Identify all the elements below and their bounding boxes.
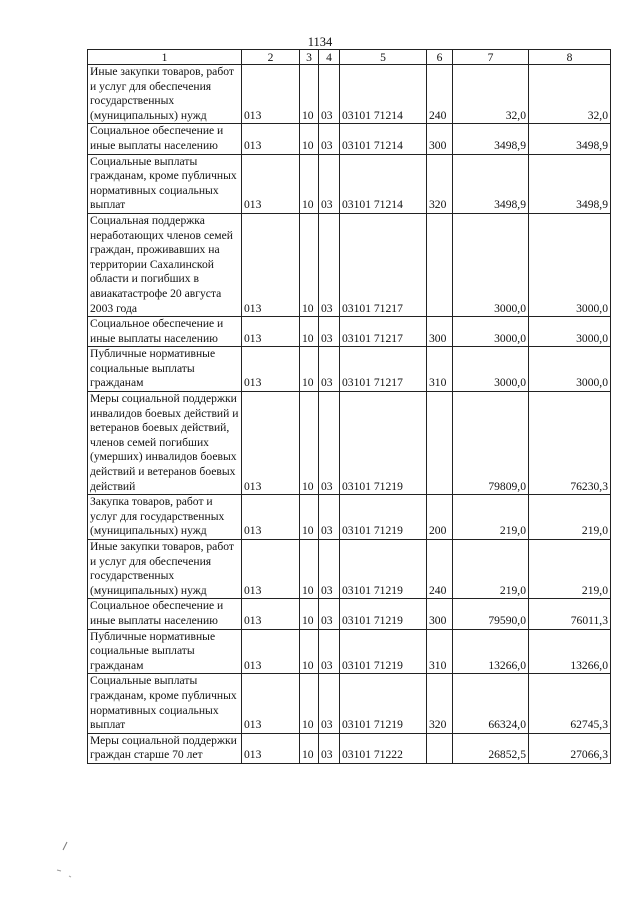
header-cell: 5 bbox=[340, 50, 427, 65]
row-value-cell: 3000,0 bbox=[529, 347, 611, 392]
row-value-cell: 03101 71219 bbox=[340, 392, 427, 495]
row-value-cell: 03 bbox=[319, 347, 340, 392]
row-value-cell: 013 bbox=[242, 65, 300, 124]
row-value-cell: 03101 71222 bbox=[340, 733, 427, 763]
row-value-cell: 03101 71217 bbox=[340, 347, 427, 392]
row-value-cell: 10 bbox=[300, 392, 319, 495]
table-row bbox=[88, 495, 611, 540]
row-value-cell: 76011,3 bbox=[529, 599, 611, 629]
row-value-cell: 03101 71219 bbox=[340, 495, 427, 540]
table-row bbox=[88, 317, 611, 347]
row-value-cell: 3498,9 bbox=[529, 124, 611, 154]
row-value-cell: 310 bbox=[427, 629, 453, 674]
table-row bbox=[88, 392, 611, 495]
row-value-cell: 013 bbox=[242, 154, 300, 213]
row-value-cell bbox=[427, 213, 453, 316]
row-name-cell: Меры социальной поддержки граждан старше 70 лет bbox=[88, 733, 242, 763]
row-name-cell: Социальные выплаты гражданам, кроме публичных нормативных социальных выплат bbox=[88, 674, 242, 733]
row-value-cell: 013 bbox=[242, 674, 300, 733]
row-value-cell: 03 bbox=[319, 495, 340, 540]
row-value-cell: 013 bbox=[242, 495, 300, 540]
row-value-cell: 03 bbox=[319, 629, 340, 674]
row-value-cell: 10 bbox=[300, 213, 319, 316]
row-value-cell: 32,0 bbox=[529, 65, 611, 124]
table-row bbox=[88, 674, 611, 733]
row-value-cell: 300 bbox=[427, 317, 453, 347]
row-value-cell: 013 bbox=[242, 599, 300, 629]
row-name-cell: Публичные нормативные социальные выплаты гражданам bbox=[88, 347, 242, 392]
table-row bbox=[88, 599, 611, 629]
header-cell: 3 bbox=[300, 50, 319, 65]
row-name-cell: Социальное обеспечение и иные выплаты населению bbox=[88, 124, 242, 154]
row-value-cell: 66324,0 bbox=[453, 674, 529, 733]
row-value-cell: 013 bbox=[242, 733, 300, 763]
scan-artifact bbox=[55, 840, 85, 880]
budget-table bbox=[87, 49, 611, 764]
table-row bbox=[88, 213, 611, 316]
row-value-cell: 320 bbox=[427, 154, 453, 213]
row-value-cell: 03 bbox=[319, 733, 340, 763]
row-value-cell: 219,0 bbox=[453, 495, 529, 540]
row-value-cell: 300 bbox=[427, 124, 453, 154]
row-value-cell: 03 bbox=[319, 213, 340, 316]
row-value-cell: 3498,9 bbox=[453, 154, 529, 213]
row-value-cell: 76230,3 bbox=[529, 392, 611, 495]
row-value-cell: 13266,0 bbox=[529, 629, 611, 674]
row-value-cell: 03101 71214 bbox=[340, 124, 427, 154]
row-value-cell: 310 bbox=[427, 347, 453, 392]
row-value-cell: 62745,3 bbox=[529, 674, 611, 733]
row-value-cell: 3000,0 bbox=[453, 347, 529, 392]
table-row bbox=[88, 124, 611, 154]
table-row bbox=[88, 629, 611, 674]
row-value-cell: 03101 71217 bbox=[340, 317, 427, 347]
row-value-cell: 3000,0 bbox=[453, 213, 529, 316]
row-value-cell: 10 bbox=[300, 540, 319, 599]
row-value-cell: 219,0 bbox=[529, 540, 611, 599]
header-row bbox=[88, 50, 611, 65]
row-value-cell: 03 bbox=[319, 154, 340, 213]
header-cell: 6 bbox=[427, 50, 453, 65]
header-cell: 4 bbox=[319, 50, 340, 65]
table-row bbox=[88, 65, 611, 124]
table-row bbox=[88, 347, 611, 392]
row-name-cell: Социальное обеспечение и иные выплаты населению bbox=[88, 317, 242, 347]
header-cell: 7 bbox=[453, 50, 529, 65]
row-name-cell: Меры социальной поддержки инвалидов боевых действий и ветеранов боевых действий, членов семей погибших (умерших) инвалидов боевых действий и ветеранов боевых действий bbox=[88, 392, 242, 495]
row-name-cell: Закупка товаров, работ и услуг для государственных (муниципальных) нужд bbox=[88, 495, 242, 540]
row-name-cell: Социальное обеспечение и иные выплаты населению bbox=[88, 599, 242, 629]
row-value-cell: 10 bbox=[300, 733, 319, 763]
row-value-cell: 10 bbox=[300, 629, 319, 674]
row-value-cell: 240 bbox=[427, 540, 453, 599]
row-name-cell: Иные закупки товаров, работ и услуг для обеспечения государственных (муниципальных) нужд bbox=[88, 540, 242, 599]
row-value-cell: 013 bbox=[242, 347, 300, 392]
row-value-cell: 03 bbox=[319, 599, 340, 629]
table-row bbox=[88, 154, 611, 213]
row-value-cell: 03101 71219 bbox=[340, 599, 427, 629]
row-value-cell: 32,0 bbox=[453, 65, 529, 124]
row-value-cell: 03 bbox=[319, 392, 340, 495]
row-name-cell: Социальные выплаты гражданам, кроме публичных нормативных социальных выплат bbox=[88, 154, 242, 213]
row-value-cell: 10 bbox=[300, 65, 319, 124]
row-value-cell: 13266,0 bbox=[453, 629, 529, 674]
row-value-cell: 03101 71219 bbox=[340, 674, 427, 733]
row-value-cell: 03 bbox=[319, 65, 340, 124]
row-value-cell: 240 bbox=[427, 65, 453, 124]
row-name-cell: Иные закупки товаров, работ и услуг для обеспечения государственных (муниципальных) нужд bbox=[88, 65, 242, 124]
row-value-cell: 03 bbox=[319, 540, 340, 599]
row-value-cell: 3000,0 bbox=[529, 213, 611, 316]
row-value-cell: 3000,0 bbox=[529, 317, 611, 347]
row-value-cell: 013 bbox=[242, 124, 300, 154]
row-value-cell: 03 bbox=[319, 124, 340, 154]
row-value-cell: 10 bbox=[300, 154, 319, 213]
row-value-cell: 013 bbox=[242, 213, 300, 316]
row-value-cell: 03 bbox=[319, 674, 340, 733]
row-value-cell: 219,0 bbox=[529, 495, 611, 540]
row-value-cell: 3498,9 bbox=[453, 124, 529, 154]
row-value-cell: 3000,0 bbox=[453, 317, 529, 347]
row-value-cell: 03101 71214 bbox=[340, 154, 427, 213]
row-value-cell: 013 bbox=[242, 317, 300, 347]
row-value-cell: 219,0 bbox=[453, 540, 529, 599]
row-value-cell: 26852,5 bbox=[453, 733, 529, 763]
row-value-cell: 79809,0 bbox=[453, 392, 529, 495]
row-value-cell: 3498,9 bbox=[529, 154, 611, 213]
row-name-cell: Социальная поддержка неработающих членов семей граждан, проживавших на территории Сахалинской области и погибших в авиакатастрофе 20 августа 2003 года bbox=[88, 213, 242, 316]
header-cell: 2 bbox=[242, 50, 300, 65]
row-value-cell: 79590,0 bbox=[453, 599, 529, 629]
row-value-cell: 10 bbox=[300, 599, 319, 629]
row-value-cell: 10 bbox=[300, 347, 319, 392]
row-value-cell bbox=[427, 392, 453, 495]
row-value-cell: 200 bbox=[427, 495, 453, 540]
table-row bbox=[88, 733, 611, 763]
header-cell: 8 bbox=[529, 50, 611, 65]
row-value-cell: 10 bbox=[300, 124, 319, 154]
row-value-cell: 320 bbox=[427, 674, 453, 733]
row-value-cell bbox=[427, 733, 453, 763]
row-value-cell: 013 bbox=[242, 540, 300, 599]
table-row bbox=[88, 540, 611, 599]
row-value-cell: 03101 71219 bbox=[340, 540, 427, 599]
row-value-cell: 10 bbox=[300, 495, 319, 540]
row-value-cell: 03101 71217 bbox=[340, 213, 427, 316]
row-value-cell: 03101 71219 bbox=[340, 629, 427, 674]
row-value-cell: 013 bbox=[242, 629, 300, 674]
row-name-cell: Публичные нормативные социальные выплаты гражданам bbox=[88, 629, 242, 674]
row-value-cell: 03101 71214 bbox=[340, 65, 427, 124]
row-value-cell: 300 bbox=[427, 599, 453, 629]
row-value-cell: 013 bbox=[242, 392, 300, 495]
row-value-cell: 10 bbox=[300, 317, 319, 347]
page-number: 1134 bbox=[307, 35, 333, 49]
row-value-cell: 10 bbox=[300, 674, 319, 733]
header-cell: 1 bbox=[88, 50, 242, 65]
row-value-cell: 27066,3 bbox=[529, 733, 611, 763]
row-value-cell: 03 bbox=[319, 317, 340, 347]
